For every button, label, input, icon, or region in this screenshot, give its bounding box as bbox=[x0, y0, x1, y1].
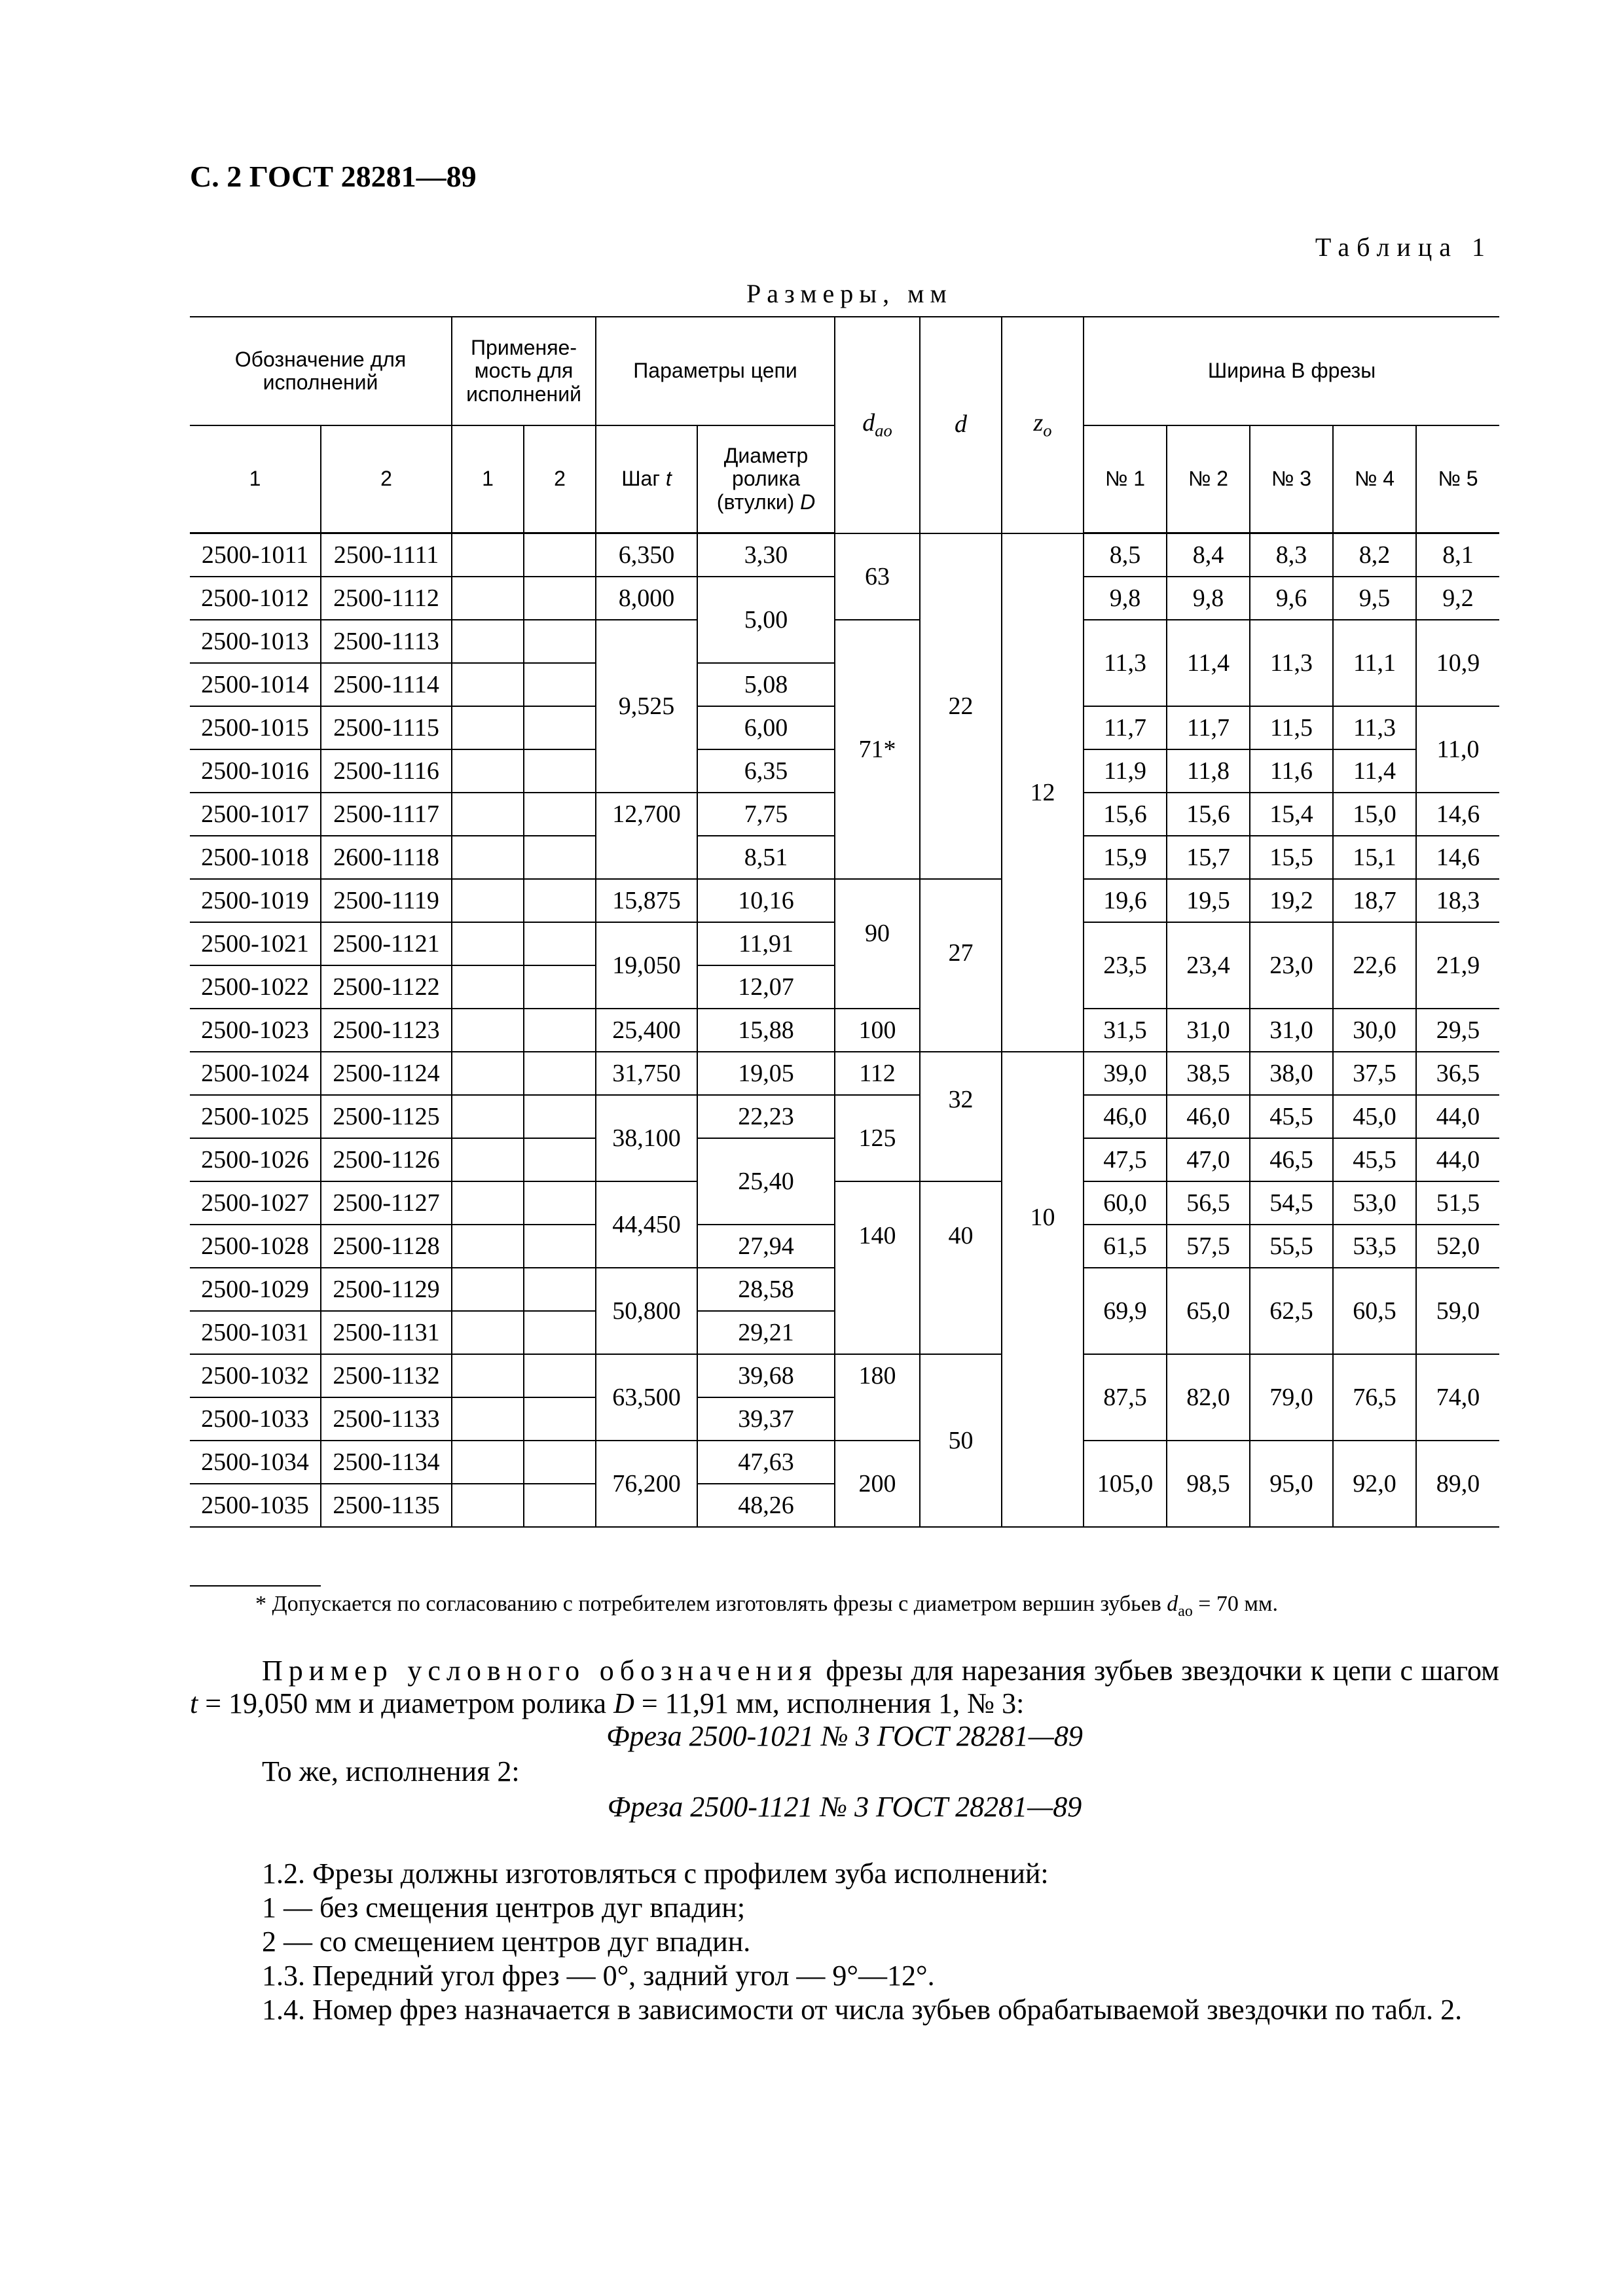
cell: 60,5 bbox=[1333, 1268, 1416, 1354]
cell bbox=[452, 1181, 524, 1225]
cell: 8,4 bbox=[1167, 533, 1250, 577]
cell: 2500-1111 bbox=[321, 533, 452, 577]
clause-1-2-item-2: 2 — со смещением центров дуг впадин. bbox=[262, 1926, 751, 1958]
cell: 15,6 bbox=[1084, 793, 1167, 836]
cell bbox=[524, 1095, 596, 1138]
cell bbox=[452, 577, 524, 620]
cell: 2500-1023 bbox=[190, 1009, 321, 1052]
cell: 45,5 bbox=[1333, 1138, 1416, 1181]
cell: 2500-1028 bbox=[190, 1225, 321, 1268]
cell: 11,0 bbox=[1416, 706, 1499, 793]
table-row bbox=[190, 533, 1499, 577]
cell bbox=[524, 1009, 596, 1052]
cell: 25,400 bbox=[596, 1009, 697, 1052]
header-n2: № 2 bbox=[1167, 425, 1250, 533]
cell bbox=[524, 1181, 596, 1225]
cell bbox=[524, 793, 596, 836]
cell: 48,26 bbox=[697, 1484, 835, 1527]
clause-1-2-item-1: 1 — без смещения центров дуг впадин; bbox=[262, 1892, 746, 1924]
cell bbox=[524, 577, 596, 620]
cell bbox=[524, 1138, 596, 1181]
cell: 2500-1017 bbox=[190, 793, 321, 836]
cell: 15,7 bbox=[1167, 836, 1250, 879]
cell: 21,9 bbox=[1416, 922, 1499, 1009]
cell: 9,8 bbox=[1084, 577, 1167, 620]
cell bbox=[452, 1268, 524, 1311]
cell: 100 bbox=[835, 1009, 920, 1052]
cell: 31,0 bbox=[1167, 1009, 1250, 1052]
cell: 2500-1015 bbox=[190, 706, 321, 749]
example-paragraph: Пример условного обозначения фрезы для нарезания зубьев звездочки к цепи с шагом t = 19,050 мм и диаметром ролика D = 11,91 мм, исполнения 1, № 3: bbox=[190, 1655, 1499, 1719]
cell: 2500-1125 bbox=[321, 1095, 452, 1138]
cell: 23,0 bbox=[1250, 922, 1333, 1009]
cell: 2500-1135 bbox=[321, 1484, 452, 1527]
header-app2: 2 bbox=[524, 425, 596, 533]
cell: 2500-1128 bbox=[321, 1225, 452, 1268]
cell: 18,3 bbox=[1416, 879, 1499, 922]
cell: 2500-1027 bbox=[190, 1181, 321, 1225]
same-for-version-2: То же, исполнения 2: bbox=[262, 1755, 520, 1787]
cell: 2600-1118 bbox=[321, 836, 452, 879]
cell: 74,0 bbox=[1416, 1354, 1499, 1441]
cell: 15,1 bbox=[1333, 836, 1416, 879]
cell: 2500-1132 bbox=[321, 1354, 452, 1397]
cell bbox=[524, 965, 596, 1009]
cell: 2500-1116 bbox=[321, 749, 452, 793]
cell: 31,0 bbox=[1250, 1009, 1333, 1052]
cell bbox=[524, 663, 596, 706]
cell: 10,16 bbox=[697, 879, 835, 922]
header-d: d bbox=[920, 317, 1002, 533]
cell: 47,63 bbox=[697, 1441, 835, 1484]
cell: 2500-1119 bbox=[321, 879, 452, 922]
cell: 11,6 bbox=[1250, 749, 1333, 793]
cell: 22,23 bbox=[697, 1095, 835, 1138]
cell: 125 bbox=[835, 1095, 920, 1181]
header-n3: № 3 bbox=[1250, 425, 1333, 533]
cell: 44,450 bbox=[596, 1181, 697, 1268]
cell: 47,5 bbox=[1084, 1138, 1167, 1181]
cell bbox=[452, 1354, 524, 1397]
cell bbox=[524, 1484, 596, 1527]
cell: 2500-1134 bbox=[321, 1441, 452, 1484]
cell: 8,1 bbox=[1416, 533, 1499, 577]
cell: 5,00 bbox=[697, 577, 835, 663]
cell: 11,5 bbox=[1250, 706, 1333, 749]
cell: 56,5 bbox=[1167, 1181, 1250, 1225]
clause-1-2: 1.2. Фрезы должны изготовляться с профилем зуба исполнений: bbox=[262, 1857, 1049, 1890]
cell: 105,0 bbox=[1084, 1441, 1167, 1527]
cell: 55,5 bbox=[1250, 1225, 1333, 1268]
cell bbox=[524, 1397, 596, 1441]
cell bbox=[452, 533, 524, 577]
clause-1-4: 1.4. Номер фрез назначается в зависимости от числа зубьев обрабатываемой звездочки по табл. 2. bbox=[262, 1994, 1463, 2026]
header-col2: 2 bbox=[321, 425, 452, 533]
cell: 11,9 bbox=[1084, 749, 1167, 793]
cell: 27,94 bbox=[697, 1225, 835, 1268]
header-roller: Диаметр ролика (втулки) D bbox=[697, 425, 835, 533]
cell: 2500-1129 bbox=[321, 1268, 452, 1311]
cell: 60,0 bbox=[1084, 1181, 1167, 1225]
cell: 12,07 bbox=[697, 965, 835, 1009]
cell: 2500-1113 bbox=[321, 620, 452, 663]
cell: 82,0 bbox=[1167, 1354, 1250, 1441]
cell: 57,5 bbox=[1167, 1225, 1250, 1268]
cell: 39,68 bbox=[697, 1354, 835, 1397]
cell: 29,21 bbox=[697, 1311, 835, 1354]
cell: 8,51 bbox=[697, 836, 835, 879]
cell: 22,6 bbox=[1333, 922, 1416, 1009]
cell: 8,000 bbox=[596, 577, 697, 620]
cell bbox=[452, 1484, 524, 1527]
cell: 23,5 bbox=[1084, 922, 1167, 1009]
cell: 11,4 bbox=[1333, 749, 1416, 793]
cell: 15,88 bbox=[697, 1009, 835, 1052]
cell: 11,3 bbox=[1250, 620, 1333, 706]
cell bbox=[524, 1311, 596, 1354]
cell: 2500-1016 bbox=[190, 749, 321, 793]
cell: 69,9 bbox=[1084, 1268, 1167, 1354]
cell: 45,0 bbox=[1333, 1095, 1416, 1138]
cell: 10,9 bbox=[1416, 620, 1499, 706]
cell: 29,5 bbox=[1416, 1009, 1499, 1052]
dimensions-table bbox=[190, 316, 1499, 1528]
cell: 200 bbox=[835, 1441, 920, 1527]
cell: 23,4 bbox=[1167, 922, 1250, 1009]
cell: 15,5 bbox=[1250, 836, 1333, 879]
cell: 25,40 bbox=[697, 1138, 835, 1225]
cell bbox=[452, 793, 524, 836]
cell: 31,750 bbox=[596, 1052, 697, 1095]
header-designation: Обозначение для исполнений bbox=[190, 317, 452, 425]
cell: 2500-1122 bbox=[321, 965, 452, 1009]
cell: 50 bbox=[920, 1354, 1002, 1527]
cell: 8,5 bbox=[1084, 533, 1167, 577]
cell: 15,6 bbox=[1167, 793, 1250, 836]
cell: 19,050 bbox=[596, 922, 697, 1009]
footnote: * Допускается по согласованию с потребителем изготовлять фрезы с диаметром вершин зубьев $d_{ао} = 70$ мм. bbox=[255, 1592, 1278, 1620]
cell: 2500-1115 bbox=[321, 706, 452, 749]
cell: 11,91 bbox=[697, 922, 835, 965]
cell: 32 bbox=[920, 1052, 1002, 1181]
cell: 79,0 bbox=[1250, 1354, 1333, 1441]
cell: 12 bbox=[1002, 533, 1084, 1052]
cell: 71* bbox=[835, 620, 920, 879]
cell: 52,0 bbox=[1416, 1225, 1499, 1268]
cell: 19,5 bbox=[1167, 879, 1250, 922]
header-app1: 1 bbox=[452, 425, 524, 533]
cell: 31,5 bbox=[1084, 1009, 1167, 1052]
cell: 2500-1026 bbox=[190, 1138, 321, 1181]
cell: 2500-1033 bbox=[190, 1397, 321, 1441]
cell: 65,0 bbox=[1167, 1268, 1250, 1354]
cell: 180 bbox=[835, 1354, 920, 1441]
cell: 38,5 bbox=[1167, 1052, 1250, 1095]
cell bbox=[452, 749, 524, 793]
cell: 2500-1031 bbox=[190, 1311, 321, 1354]
cell: 63 bbox=[835, 533, 920, 620]
cell bbox=[524, 836, 596, 879]
cell: 14,6 bbox=[1416, 836, 1499, 879]
cell: 2500-1022 bbox=[190, 965, 321, 1009]
cell: 2500-1032 bbox=[190, 1354, 321, 1397]
cell: 15,875 bbox=[596, 879, 697, 922]
cell bbox=[452, 1095, 524, 1138]
cell: 54,5 bbox=[1250, 1181, 1333, 1225]
cell bbox=[524, 1354, 596, 1397]
cell: 2500-1021 bbox=[190, 922, 321, 965]
cell: 2500-1013 bbox=[190, 620, 321, 663]
cell: 18,7 bbox=[1333, 879, 1416, 922]
cell: 9,525 bbox=[596, 620, 697, 793]
cell: 46,0 bbox=[1084, 1095, 1167, 1138]
cell bbox=[452, 922, 524, 965]
cell bbox=[524, 879, 596, 922]
cell bbox=[452, 1052, 524, 1095]
cell: 38,100 bbox=[596, 1095, 697, 1181]
cell bbox=[524, 1225, 596, 1268]
footnote-rule bbox=[190, 1585, 321, 1587]
cell bbox=[524, 1441, 596, 1484]
cell bbox=[524, 922, 596, 965]
cell: 9,2 bbox=[1416, 577, 1499, 620]
cell: 6,00 bbox=[697, 706, 835, 749]
cell: 2500-1131 bbox=[321, 1311, 452, 1354]
cell: 2500-1014 bbox=[190, 663, 321, 706]
cell: 11,7 bbox=[1167, 706, 1250, 749]
cell: 2500-1114 bbox=[321, 663, 452, 706]
cell: 2500-1123 bbox=[321, 1009, 452, 1052]
cell: 11,1 bbox=[1333, 620, 1416, 706]
cell: 2500-1127 bbox=[321, 1181, 452, 1225]
cell: 37,5 bbox=[1333, 1052, 1416, 1095]
cell: 7,75 bbox=[697, 793, 835, 836]
header-width: Ширина В фрезы bbox=[1084, 317, 1499, 425]
cell bbox=[452, 1397, 524, 1441]
cell: 2500-1112 bbox=[321, 577, 452, 620]
table-row bbox=[190, 1095, 1499, 1138]
cell bbox=[452, 1009, 524, 1052]
table-row bbox=[190, 1181, 1499, 1225]
cell: 47,0 bbox=[1167, 1138, 1250, 1181]
cell: 2500-1034 bbox=[190, 1441, 321, 1484]
cell: 95,0 bbox=[1250, 1441, 1333, 1527]
cell: 2500-1121 bbox=[321, 922, 452, 965]
cell: 98,5 bbox=[1167, 1441, 1250, 1527]
cell: 2500-1029 bbox=[190, 1268, 321, 1311]
table-row bbox=[190, 1441, 1499, 1484]
cell bbox=[452, 706, 524, 749]
cell: 8,2 bbox=[1333, 533, 1416, 577]
page-header: С. 2 ГОСТ 28281—89 bbox=[190, 160, 477, 193]
cell bbox=[524, 749, 596, 793]
cell: 63,500 bbox=[596, 1354, 697, 1441]
cell: 40 bbox=[920, 1181, 1002, 1354]
header-dao: $d_{ао}$ bbox=[835, 317, 920, 533]
cell: 22 bbox=[920, 533, 1002, 880]
cell bbox=[452, 1311, 524, 1354]
cell: 15,0 bbox=[1333, 793, 1416, 836]
table-row bbox=[190, 1354, 1499, 1397]
cell: 44,0 bbox=[1416, 1095, 1499, 1138]
cell: 11,7 bbox=[1084, 706, 1167, 749]
cell bbox=[452, 1225, 524, 1268]
cell bbox=[452, 663, 524, 706]
cell: 28,58 bbox=[697, 1268, 835, 1311]
cell bbox=[452, 1138, 524, 1181]
cell bbox=[524, 706, 596, 749]
cell: 15,4 bbox=[1250, 793, 1333, 836]
designation-example-1: Фреза 2500-1021 № 3 ГОСТ 28281—89 bbox=[606, 1720, 1083, 1752]
cell: 11,4 bbox=[1167, 620, 1250, 706]
table-row bbox=[190, 1052, 1499, 1095]
cell: 2500-1019 bbox=[190, 879, 321, 922]
cell: 2500-1035 bbox=[190, 1484, 321, 1527]
cell: 19,6 bbox=[1084, 879, 1167, 922]
cell: 46,0 bbox=[1167, 1095, 1250, 1138]
cell: 92,0 bbox=[1333, 1441, 1416, 1527]
cell: 2500-1018 bbox=[190, 836, 321, 879]
cell: 61,5 bbox=[1084, 1225, 1167, 1268]
cell: 2500-1126 bbox=[321, 1138, 452, 1181]
header-n4: № 4 bbox=[1333, 425, 1416, 533]
cell: 11,3 bbox=[1333, 706, 1416, 749]
cell: 30,0 bbox=[1333, 1009, 1416, 1052]
cell bbox=[452, 836, 524, 879]
cell: 27 bbox=[920, 879, 1002, 1052]
cell: 140 bbox=[835, 1181, 920, 1354]
cell: 9,8 bbox=[1167, 577, 1250, 620]
cell: 62,5 bbox=[1250, 1268, 1333, 1354]
cell bbox=[452, 620, 524, 663]
header-n1: № 1 bbox=[1084, 425, 1167, 533]
header-pitch: Шаг t bbox=[596, 425, 697, 533]
table-row bbox=[190, 879, 1499, 922]
cell: 36,5 bbox=[1416, 1052, 1499, 1095]
cell: 50,800 bbox=[596, 1268, 697, 1354]
cell: 2500-1012 bbox=[190, 577, 321, 620]
table-row bbox=[190, 1009, 1499, 1052]
cell: 38,0 bbox=[1250, 1052, 1333, 1095]
table-label: Таблица 1 bbox=[1315, 232, 1492, 262]
cell: 10 bbox=[1002, 1052, 1084, 1527]
cell: 11,8 bbox=[1167, 749, 1250, 793]
header-applicability: Применяе-мость для исполнений bbox=[452, 317, 596, 425]
cell: 9,6 bbox=[1250, 577, 1333, 620]
cell: 44,0 bbox=[1416, 1138, 1499, 1181]
cell bbox=[524, 533, 596, 577]
cell bbox=[452, 1441, 524, 1484]
cell: 45,5 bbox=[1250, 1095, 1333, 1138]
cell: 59,0 bbox=[1416, 1268, 1499, 1354]
header-chain-params: Параметры цепи bbox=[596, 317, 835, 425]
cell: 5,08 bbox=[697, 663, 835, 706]
cell: 12,700 bbox=[596, 793, 697, 879]
cell: 2500-1133 bbox=[321, 1397, 452, 1441]
header-n5: № 5 bbox=[1416, 425, 1499, 533]
cell: 9,5 bbox=[1333, 577, 1416, 620]
cell: 2500-1024 bbox=[190, 1052, 321, 1095]
cell bbox=[452, 965, 524, 1009]
cell: 76,200 bbox=[596, 1441, 697, 1527]
clause-1-3: 1.3. Передний угол фрез — 0°, задний угол — 9°—12°. bbox=[262, 1960, 935, 1992]
cell: 3,30 bbox=[697, 533, 835, 577]
cell: 53,5 bbox=[1333, 1225, 1416, 1268]
cell: 2500-1011 bbox=[190, 533, 321, 577]
cell bbox=[524, 620, 596, 663]
header-zo: $z_о$ bbox=[1002, 317, 1084, 533]
cell bbox=[524, 1268, 596, 1311]
cell: 19,05 bbox=[697, 1052, 835, 1095]
cell: 8,3 bbox=[1250, 533, 1333, 577]
cell: 2500-1117 bbox=[321, 793, 452, 836]
cell bbox=[452, 879, 524, 922]
cell: 6,35 bbox=[697, 749, 835, 793]
cell: 90 bbox=[835, 879, 920, 1009]
cell: 51,5 bbox=[1416, 1181, 1499, 1225]
cell: 39,37 bbox=[697, 1397, 835, 1441]
sizes-label: Размеры, мм bbox=[746, 279, 953, 308]
cell: 14,6 bbox=[1416, 793, 1499, 836]
cell: 53,0 bbox=[1333, 1181, 1416, 1225]
cell: 112 bbox=[835, 1052, 920, 1095]
cell: 87,5 bbox=[1084, 1354, 1167, 1441]
header-col1: 1 bbox=[190, 425, 321, 533]
cell: 6,350 bbox=[596, 533, 697, 577]
cell: 15,9 bbox=[1084, 836, 1167, 879]
cell: 2500-1025 bbox=[190, 1095, 321, 1138]
cell: 11,3 bbox=[1084, 620, 1167, 706]
designation-example-2: Фреза 2500-1121 № 3 ГОСТ 28281—89 bbox=[607, 1791, 1082, 1823]
cell: 2500-1124 bbox=[321, 1052, 452, 1095]
cell: 19,2 bbox=[1250, 879, 1333, 922]
cell: 89,0 bbox=[1416, 1441, 1499, 1527]
cell: 46,5 bbox=[1250, 1138, 1333, 1181]
cell: 39,0 bbox=[1084, 1052, 1167, 1095]
cell bbox=[524, 1052, 596, 1095]
table-row bbox=[190, 620, 1499, 663]
cell: 76,5 bbox=[1333, 1354, 1416, 1441]
